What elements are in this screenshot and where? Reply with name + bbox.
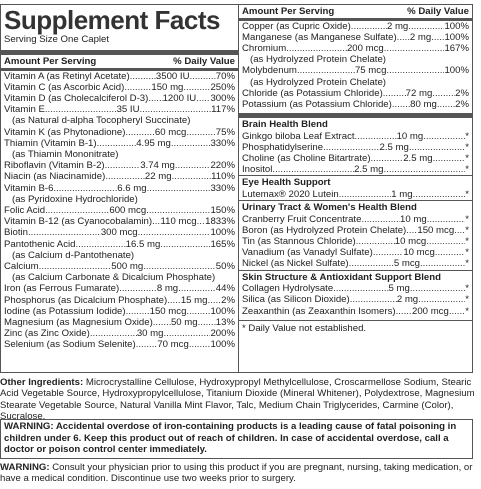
- nutrient-dv: *: [465, 258, 469, 270]
- leader-dots: [397, 32, 410, 43]
- nutrient-row: [4, 71, 235, 82]
- nutrient-row: [4, 205, 235, 216]
- blend-title: Skin Structure & Antioxidant Support Blend: [242, 271, 441, 283]
- leader-dots: [160, 239, 210, 250]
- nutrient-dv: 2%: [455, 98, 469, 110]
- nutrient-dv: 75%: [215, 126, 235, 138]
- mineral-list: [242, 21, 469, 111]
- nutrient-dv: *: [465, 283, 469, 295]
- leader-dots: [361, 214, 400, 225]
- nutrient-dv: 70%: [215, 70, 235, 82]
- nutrient-source: (as Calcium Carbonate & Dicalcium Phosphate): [12, 272, 216, 284]
- nutrient-amount: 6.6 mg: [117, 182, 147, 194]
- leader-dots: [386, 65, 444, 76]
- nutrient-row: [4, 127, 235, 138]
- leader-dots: [418, 294, 465, 305]
- leader-dots: [28, 227, 101, 238]
- nutrient-dv: *: [465, 130, 469, 142]
- nutrient-amount: 5 mcg: [393, 258, 421, 270]
- nutrient-row: [242, 21, 469, 32]
- leader-dots: [186, 127, 215, 138]
- nutrient-row: [242, 32, 469, 43]
- leader-dots: [406, 225, 417, 236]
- nutrient-amount: 35 IU: [116, 104, 140, 116]
- leader-dots: [383, 88, 406, 99]
- nutrient-name: Nickel (as Nickel Sulfate): [242, 258, 349, 270]
- leader-dots: [454, 225, 465, 236]
- nutrient-amount: 2.5 mg: [354, 164, 384, 176]
- nutrient-name: Vitamin A (as Retinyl Acetate): [4, 70, 130, 82]
- leader-dots: [420, 258, 465, 269]
- leader-dots: [207, 295, 221, 306]
- nutrient-amount: 3.74 mg: [140, 160, 175, 172]
- nutrient-row: [242, 131, 469, 142]
- leader-dots: [333, 283, 388, 294]
- nutrient-amount: 22 mg: [144, 171, 172, 183]
- leader-dots: [189, 339, 211, 350]
- leader-dots: [45, 104, 117, 115]
- leader-dots: [410, 283, 465, 294]
- nutrient-amount: 2.5 mg: [379, 141, 409, 153]
- nutrient-amount: 150 mg: [151, 81, 184, 93]
- nutrient-name: Boron (as Hydrolyzed Protein Chelate): [242, 224, 407, 236]
- nutrient-dv: *: [465, 305, 469, 317]
- leader-dots: [125, 127, 154, 138]
- divider-blend: [239, 200, 472, 201]
- nutrient-dv: 50%: [215, 260, 235, 272]
- leader-dots: [286, 43, 347, 54]
- nutrient-name: Zeaxanthin (as Zeaxanthin Isomers): [242, 305, 396, 317]
- leader-dots: [53, 183, 117, 194]
- leader-dots: [297, 65, 355, 76]
- nutrient-row: [242, 236, 469, 247]
- panel-title: Supplement Facts: [4, 5, 220, 35]
- divider-footnote: [239, 320, 472, 321]
- nutrient-row: [242, 164, 469, 175]
- leader-dots: [147, 183, 211, 194]
- leader-dots: [45, 205, 109, 216]
- nutrient-row: [4, 216, 235, 227]
- leader-dots: [124, 82, 151, 93]
- nutrient-name: Inositol: [242, 164, 273, 176]
- nutrient-source: (as Hydrolyzed Protein Chelate): [250, 76, 386, 88]
- nutrient-name: Magnesium (as Magnesium Oxide): [4, 316, 153, 328]
- divider-blend: [239, 175, 472, 176]
- divider-thick-right: [239, 113, 472, 118]
- nutrient-amount: 75 mcg: [354, 65, 387, 77]
- nutrient-row: [4, 328, 235, 339]
- nutrient-row: [4, 239, 235, 250]
- blend-title: Brain Health Blend: [242, 119, 328, 131]
- nutrient-amount: 80 mg: [410, 98, 437, 110]
- nutrient-dv: *: [465, 236, 469, 248]
- leader-dots: [426, 236, 465, 247]
- nutrient-name: Collagen Hydrolysate: [242, 283, 334, 295]
- leader-dots: [349, 258, 394, 269]
- nutrient-source: (as Calcium d-Pantothenate): [12, 249, 135, 261]
- leader-dots: [138, 227, 211, 238]
- leader-dots: [371, 153, 404, 164]
- nutrient-name: Chromium: [242, 42, 287, 54]
- nutrient-dv: 100%: [444, 20, 469, 32]
- leader-dots: [130, 71, 156, 82]
- nutrient-row: [242, 306, 469, 317]
- leader-dots: [172, 171, 212, 182]
- nutrient-dv: *: [465, 213, 469, 225]
- nutrient-name: Potassium (as Potassium Chloride): [242, 98, 392, 110]
- header-amount: Amount Per Serving: [4, 56, 97, 67]
- nutrient-amount: 1200 IU: [162, 92, 197, 104]
- divider-blend: [239, 270, 472, 271]
- header-dv: % Daily Value: [173, 56, 235, 67]
- nutrient-amount: 15 mg: [180, 294, 208, 306]
- leader-dots: [163, 328, 210, 339]
- nutrient-name: Calcium: [4, 260, 39, 272]
- nutrient-dv: *: [465, 153, 469, 165]
- nutrient-dv: *: [465, 141, 469, 153]
- leader-dots: [437, 99, 455, 110]
- right-column: [239, 5, 472, 372]
- nutrient-name: Phosphorus (as Dicalcium Phosphate): [4, 294, 168, 306]
- nutrient-row: [242, 43, 469, 54]
- nutrient-dv: 220%: [210, 160, 235, 172]
- leader-dots: [97, 138, 137, 149]
- serving-size: Serving Size One Caplet: [4, 34, 110, 45]
- leader-dots: [355, 131, 397, 142]
- other-ingredients-text: Microcrystalline Cellulose, Hydroxypropyl Methylcellulose, Croscarmellose Sodium, Stearic Acid Vegetable Source, Hydroxypropylcellulose, Titanium Dioxide (Mineral Whitener), Polydextrose, Magnesium Stearate Vegetable Source, Natural Vanilla Mint Flavor, Talc, Medium Chain Triglycerides, Carmine (Color), Sucralose.: [0, 377, 475, 422]
- nutrient-amount: 600 mcg: [109, 204, 147, 216]
- nutrient-name: Thiamin (Vitamin B-1): [4, 137, 97, 149]
- iron-warning-text: WARNING: Accidental overdose of iron-containing products is a leading cause of fatal poisoning in children under 6. Keep this product out of reach of children. In case of accidental overdose, call a doctor or poison control center immediately.: [4, 421, 457, 455]
- nutrient-name: Iron (as Ferrous Fumarate): [4, 283, 120, 295]
- nutrient-amount: 150 mcg: [417, 224, 455, 236]
- header-dv-right: % Daily Value: [407, 6, 469, 17]
- leader-dots: [153, 317, 171, 328]
- nutrient-row: [4, 138, 235, 149]
- leader-dots: [197, 216, 205, 227]
- nutrient-row: [4, 183, 235, 194]
- nutrient-row: [4, 104, 235, 115]
- leader-dots: [384, 43, 445, 54]
- nutrient-row: [242, 142, 469, 153]
- leader-dots: [140, 104, 212, 115]
- nutrient-dv: 13%: [215, 316, 235, 328]
- leader-dots: [351, 21, 387, 32]
- nutrient-row: [242, 99, 469, 110]
- nutrient-row: [4, 339, 235, 350]
- leader-dots: [146, 205, 210, 216]
- nutrient-row: [242, 283, 469, 294]
- nutrient-row: [242, 65, 469, 76]
- nutrient-dv: 100%: [210, 339, 235, 351]
- leader-dots: [171, 138, 211, 149]
- nutrient-amount: 2 mg: [396, 294, 419, 306]
- nutrient-source: (as Natural d-alpha Tocopheryl Succinate): [12, 115, 191, 127]
- nutrient-name: Biotin: [4, 227, 28, 239]
- leader-dots: [143, 261, 216, 272]
- leader-dots: [396, 306, 412, 317]
- nutrient-name: Silica (as Silicon Dioxide): [242, 294, 350, 306]
- leader-dots: [449, 306, 465, 317]
- leader-dots: [198, 317, 216, 328]
- leader-dots: [183, 82, 210, 93]
- header-amount-right: Amount Per Serving: [242, 6, 335, 17]
- leader-dots: [435, 247, 465, 258]
- nutrient-name: Vitamin B-12 (as Cyanocobalamin): [4, 216, 153, 228]
- leader-dots: [272, 164, 354, 175]
- nutrient-dv: 44%: [215, 283, 235, 295]
- general-warning-label: WARNING:: [0, 462, 50, 473]
- leader-dots: [373, 247, 403, 258]
- nutrient-name: Zinc (as Zinc Oxide): [4, 328, 90, 340]
- nutrient-dv: 167%: [444, 42, 469, 54]
- nutrient-name: Folic Acid: [4, 204, 46, 216]
- nutrient-row: [242, 294, 469, 305]
- other-ingredients-label: Other Ingredients:: [0, 377, 84, 388]
- blend-list: [242, 119, 469, 317]
- nutrient-row: [4, 283, 235, 294]
- leader-dots: [408, 21, 444, 32]
- leader-dots: [190, 71, 216, 82]
- nutrient-dv: 300%: [210, 92, 235, 104]
- leader-dots: [431, 32, 444, 43]
- nutrient-amount: 200 mcg: [412, 305, 449, 317]
- nutrient-name: Pantothenic Acid: [4, 238, 76, 250]
- column-header-right: [242, 5, 469, 18]
- nutrient-amount: 200 mcg: [346, 42, 384, 54]
- nutrient-dv: 2%: [221, 294, 235, 306]
- nutrient-amount: 30 mg: [136, 328, 164, 340]
- nutrient-row: [4, 227, 235, 238]
- leader-dots: [196, 93, 210, 104]
- nutrient-row: [242, 153, 469, 164]
- nutrient-amount: 4.95 mg: [136, 137, 171, 149]
- nutrient-name: Manganese (as Manganese Sulfate): [242, 31, 397, 43]
- nutrient-row: [242, 225, 469, 236]
- nutrient-name: Niacin (as Niacinamide): [4, 171, 106, 183]
- nutrient-dv: 330%: [210, 137, 235, 149]
- nutrient-row: [4, 171, 235, 182]
- leader-dots: [350, 294, 397, 305]
- nutrient-list: [4, 71, 235, 351]
- nutrient-row: [4, 317, 235, 328]
- blend-title: Eye Health Support: [242, 177, 331, 189]
- nutrient-row: [242, 88, 469, 99]
- leader-dots: [178, 283, 216, 294]
- nutrient-name: Tin (as Stannous Chloride): [242, 236, 356, 248]
- nutrient-amount: 50 mg: [170, 316, 198, 328]
- nutrient-amount: 8 mg: [156, 283, 179, 295]
- nutrient-amount: 300 mcg: [100, 227, 138, 239]
- nutrient-dv: 165%: [210, 238, 235, 250]
- leader-dots: [339, 189, 392, 200]
- nutrient-dv: 1833%: [205, 216, 235, 228]
- leader-dots: [433, 153, 466, 164]
- nutrient-dv: 100%: [210, 227, 235, 239]
- nutrient-row: [242, 247, 469, 258]
- iron-warning-box: [0, 419, 473, 459]
- nutrient-dv: *: [465, 164, 469, 176]
- supplement-facts-panel: [0, 4, 473, 373]
- nutrient-name: Vanadium (as Vanadyl Sulfate): [242, 247, 373, 259]
- leader-dots: [152, 216, 160, 227]
- nutrient-row: [4, 261, 235, 272]
- leader-dots: [356, 236, 395, 247]
- nutrient-dv: *: [465, 294, 469, 306]
- leader-dots: [136, 339, 158, 350]
- nutrient-amount: 10 mg: [396, 130, 424, 142]
- nutrient-amount: 2 mg: [386, 20, 409, 32]
- nutrient-amount: 2 mg: [409, 31, 432, 43]
- nutrient-row: [4, 93, 235, 104]
- nutrient-name: Vitamin B-6: [4, 182, 54, 194]
- leader-dots: [126, 306, 150, 317]
- nutrient-row: [4, 295, 235, 306]
- nutrient-row: [242, 214, 469, 225]
- leader-dots: [427, 214, 466, 225]
- leader-dots: [105, 160, 141, 171]
- leader-dots: [148, 93, 162, 104]
- left-column: [1, 5, 239, 372]
- nutrient-name: Ginkgo biloba Leaf Extract: [242, 130, 355, 142]
- general-warning-text: Consult your physician prior to using this product if you are pregnant, nursing, taking medication, or have a medical condition. Discontinue use two weeks prior to surgery.: [0, 462, 473, 485]
- nutrient-name: Chloride (as Potassium Chloride): [242, 87, 383, 99]
- nutrient-name: Copper (as Cupric Oxide): [242, 20, 351, 32]
- blend-title: Urinary Tract & Women's Health Blend: [242, 202, 417, 214]
- nutrient-amount: 2.5 mg: [403, 153, 433, 165]
- nutrient-amount: 3500 IU: [155, 70, 190, 82]
- leader-dots: [75, 239, 125, 250]
- nutrient-name: Cranberry Fruit Concentrate: [242, 213, 362, 225]
- nutrient-amount: 16.5 mg: [125, 238, 161, 250]
- nutrient-amount: 10 mcg: [403, 247, 435, 259]
- nutrient-name: Riboflavin (Vitamin B-2): [4, 160, 105, 172]
- nutrient-row: [4, 160, 235, 171]
- nutrient-amount: 1 mg: [391, 188, 413, 200]
- column-header: [4, 55, 235, 68]
- nutrient-dv: 250%: [210, 81, 235, 93]
- nutrient-amount: 500 mg: [111, 260, 144, 272]
- leader-dots: [323, 142, 379, 153]
- nutrient-name: Choline (as Choline Bitartrate): [242, 153, 371, 165]
- footnote: * Daily Value not established.: [242, 322, 367, 334]
- leader-dots: [90, 328, 137, 339]
- nutrient-dv: 2%: [455, 87, 469, 99]
- nutrient-amount: 5 mg: [388, 283, 410, 295]
- nutrient-dv: 117%: [211, 104, 235, 116]
- general-warning: [0, 462, 481, 485]
- nutrient-row: [242, 258, 469, 269]
- nutrient-source: (as Pyridoxine Hydrochloride): [12, 193, 138, 205]
- leader-dots: [39, 261, 112, 272]
- nutrient-name: Vitamin C (as Ascorbic Acid): [4, 81, 125, 93]
- leader-dots: [119, 283, 157, 294]
- leader-dots: [167, 295, 181, 306]
- nutrient-dv: *: [465, 188, 469, 200]
- nutrient-name: Vitamin K (as Phytonadione): [4, 126, 126, 138]
- nutrient-row: [4, 306, 235, 317]
- nutrient-name: Selenium (as Sodium Selenite): [4, 339, 136, 351]
- nutrient-amount: 110 mcg: [160, 216, 197, 228]
- leader-dots: [409, 142, 465, 153]
- leader-dots: [392, 99, 410, 110]
- nutrient-amount: 72 mg: [405, 87, 433, 99]
- leader-dots: [384, 164, 466, 175]
- leader-dots: [186, 306, 210, 317]
- nutrient-name: Iodine (as Potassium Iodide): [4, 305, 126, 317]
- leader-dots: [105, 171, 145, 182]
- nutrient-amount: 150 mcg: [149, 305, 187, 317]
- nutrient-dv: *: [465, 224, 469, 236]
- nutrient-dv: 330%: [210, 182, 235, 194]
- leader-dots: [413, 189, 466, 200]
- nutrient-row: [242, 189, 469, 200]
- nutrient-dv: *: [465, 247, 469, 259]
- nutrient-name: Phosphatidylserine: [242, 141, 324, 153]
- nutrient-dv: 200%: [210, 328, 235, 340]
- nutrient-amount: 10 mcg: [394, 236, 427, 248]
- leader-dots: [432, 88, 455, 99]
- nutrient-source: (as Hydrolyzed Protein Chelate): [250, 54, 386, 66]
- nutrient-row: [4, 82, 235, 93]
- nutrient-dv: 100%: [444, 31, 469, 43]
- nutrient-amount: 10 mg: [400, 213, 427, 225]
- nutrient-name: Vitamin E: [4, 104, 45, 116]
- nutrient-dv: 100%: [210, 305, 235, 317]
- nutrient-dv: 150%: [210, 204, 235, 216]
- nutrient-name: Lutemax® 2020 Lutein: [242, 188, 339, 200]
- nutrient-dv: 110%: [211, 171, 235, 183]
- nutrient-amount: 70 mcg: [157, 339, 189, 351]
- nutrient-name: Molybdenum: [242, 65, 297, 77]
- leader-dots: [175, 160, 211, 171]
- other-ingredients: [0, 377, 481, 422]
- nutrient-source: (as Thiamin Mononitrate): [12, 148, 119, 160]
- leader-dots: [423, 131, 465, 142]
- nutrient-amount: 60 mcg: [154, 126, 187, 138]
- nutrient-dv: 100%: [444, 65, 469, 77]
- nutrient-name: Vitamin D (as Cholecalciferol D-3): [4, 92, 149, 104]
